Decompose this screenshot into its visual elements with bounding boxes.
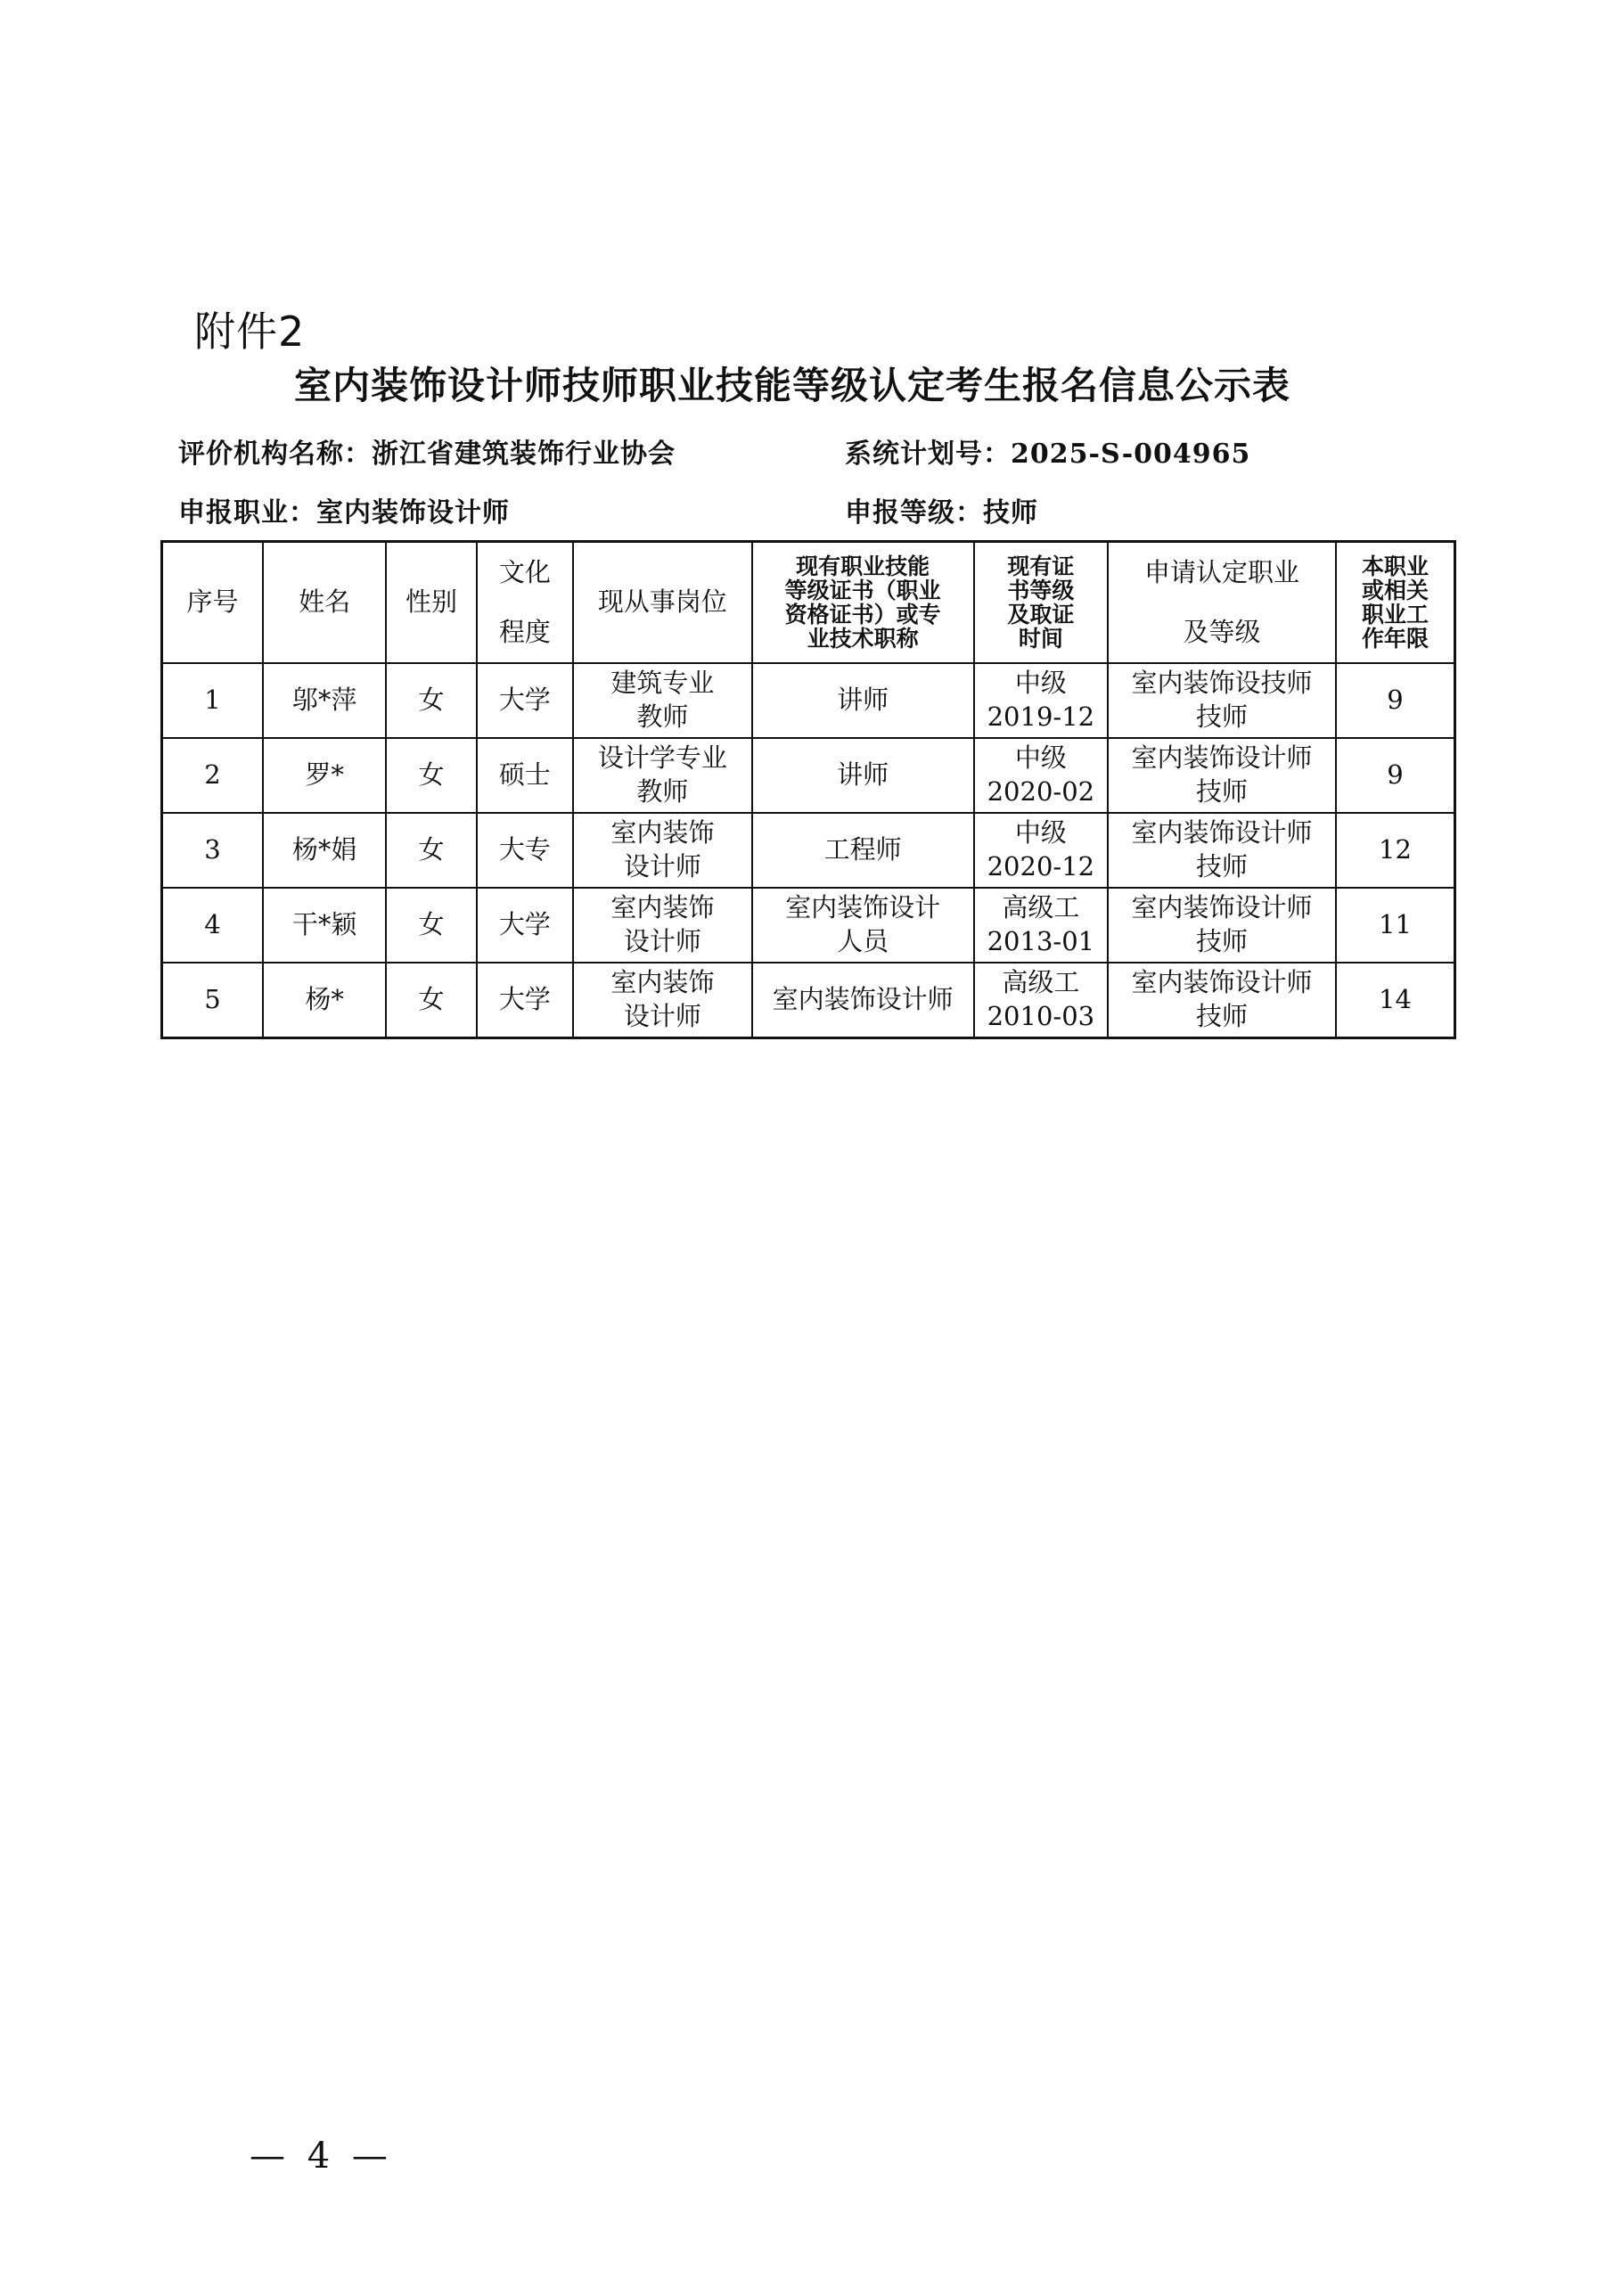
cell-line: 2010-03 — [987, 1001, 1095, 1031]
evaluation-org: 评价机构名称：浙江省建筑装饰行业协会 — [178, 439, 676, 470]
header-label: 程度 — [498, 617, 551, 647]
cell-serial-number: 1 — [162, 663, 263, 738]
cell-gender: 女 — [386, 738, 476, 813]
cell-line: 设计师 — [623, 1001, 701, 1031]
cell-name: 杨*娟 — [263, 813, 386, 888]
cell-current-certificate — [752, 888, 974, 963]
cell-gender: 女 — [386, 963, 476, 1038]
cell-line: 室内装饰设计师 — [1131, 967, 1313, 998]
cell-certificate-grade-date — [974, 888, 1109, 963]
cell-current-post — [573, 888, 752, 963]
cell-line: 2020-12 — [987, 851, 1095, 882]
cell-line: 中级 — [1014, 817, 1067, 849]
header-label: 现有职业技能 — [796, 554, 930, 579]
table-row — [162, 963, 1455, 1038]
header-label: 现有证 — [1007, 554, 1075, 579]
cell-applied-occupation-grade — [1108, 888, 1336, 963]
cell-current-certificate — [752, 738, 974, 813]
header-label: 职业工 — [1361, 602, 1429, 627]
cell-applied-occupation-grade — [1108, 663, 1336, 738]
cell-line: 人员 — [837, 926, 889, 956]
cell-current-post — [573, 738, 752, 813]
cell-line: 技师 — [1196, 926, 1249, 956]
cell-work-years: 9 — [1336, 663, 1455, 738]
header-label: 时间 — [1018, 626, 1063, 652]
header-label: 作年限 — [1361, 626, 1429, 652]
table-row — [162, 663, 1455, 738]
cell-applied-occupation-grade — [1108, 738, 1336, 813]
cell-line: 室内装饰设计 — [785, 892, 941, 923]
cell-line: 设计师 — [623, 926, 701, 956]
cell-education: 大学 — [477, 963, 573, 1038]
header-label: 性别 — [406, 586, 458, 618]
header-label: 序号 — [186, 586, 239, 618]
cell-name: 邬*萍 — [263, 663, 386, 738]
cell-line: 建筑专业 — [610, 668, 715, 699]
header-current-post — [573, 542, 752, 664]
cell-line: 室内装饰 — [610, 892, 715, 923]
header-education — [477, 542, 573, 664]
header-label: 业技术职称 — [807, 626, 919, 652]
cell-line: 教师 — [636, 776, 689, 807]
cell-work-years: 9 — [1336, 738, 1455, 813]
header-label: 及取证 — [1007, 602, 1075, 627]
cell-certificate-grade-date — [974, 963, 1109, 1038]
cell-certificate-grade-date — [974, 813, 1109, 888]
header-label: 文化 — [498, 557, 551, 588]
header-label: 现从事岗位 — [597, 586, 727, 618]
header-certificate-grade-date — [974, 542, 1109, 664]
cell-line: 2013-01 — [987, 926, 1095, 956]
cell-current-post — [573, 813, 752, 888]
cell-line: 工程师 — [823, 834, 902, 865]
cell-line: 室内装饰 — [610, 967, 715, 998]
cell-line: 技师 — [1196, 701, 1249, 732]
declared-occupation: 申报职业：室内装饰设计师 — [178, 497, 510, 529]
document-title: 室内装饰设计师技师职业技能等级认定考生报名信息公示表 — [294, 364, 1291, 407]
cell-line: 技师 — [1196, 1001, 1249, 1031]
attachment-label: 附件2 — [194, 308, 306, 356]
table-row — [162, 738, 1455, 813]
table-header-row — [162, 542, 1455, 664]
header-serial-number — [162, 542, 263, 664]
cell-work-years: 14 — [1336, 963, 1455, 1038]
cell-gender: 女 — [386, 888, 476, 963]
cell-gender: 女 — [386, 813, 476, 888]
cell-line: 室内装饰设计师 — [1131, 817, 1313, 849]
cell-line: 教师 — [636, 701, 689, 732]
cell-serial-number: 3 — [162, 813, 263, 888]
cell-applied-occupation-grade — [1108, 963, 1336, 1038]
registration-table — [160, 540, 1456, 1039]
table-row — [162, 813, 1455, 888]
header-name — [263, 542, 386, 664]
cell-work-years: 12 — [1336, 813, 1455, 888]
header-label: 或相关 — [1361, 578, 1429, 603]
cell-education: 大学 — [477, 663, 573, 738]
cell-line: 中级 — [1014, 668, 1067, 699]
header-label: 姓名 — [299, 586, 351, 618]
cell-line: 室内装饰设计师 — [1131, 742, 1313, 774]
declared-grade: 申报等级：技师 — [845, 497, 1038, 529]
cell-line: 讲师 — [837, 759, 889, 791]
cell-education: 大专 — [477, 813, 573, 888]
header-label: 等级证书（职业 — [784, 578, 941, 603]
cell-education: 硕士 — [477, 738, 573, 813]
cell-name: 干*颖 — [263, 888, 386, 963]
cell-line: 2020-02 — [987, 776, 1095, 807]
cell-current-certificate — [752, 663, 974, 738]
cell-line: 室内装饰设计师 — [772, 984, 954, 1015]
cell-line: 2019-12 — [987, 701, 1095, 732]
cell-serial-number: 4 — [162, 888, 263, 963]
header-label: 书等级 — [1007, 578, 1075, 603]
cell-line: 室内装饰 — [610, 817, 715, 849]
cell-line: 技师 — [1196, 776, 1249, 807]
system-plan-number: 系统计划号：2025-S-004965 — [845, 439, 1251, 470]
cell-certificate-grade-date — [974, 663, 1109, 738]
page-number: — 4 — — [250, 2136, 393, 2177]
cell-line: 设计学专业 — [597, 742, 727, 774]
header-label: 及等级 — [1183, 617, 1261, 647]
cell-current-certificate — [752, 813, 974, 888]
cell-name: 杨* — [263, 963, 386, 1038]
header-label: 资格证书）或专 — [784, 602, 941, 627]
cell-line: 室内装饰设技师 — [1131, 668, 1313, 699]
header-work-years — [1336, 542, 1455, 664]
header-current-certificate — [752, 542, 974, 664]
cell-current-certificate — [752, 963, 974, 1038]
cell-work-years: 11 — [1336, 888, 1455, 963]
cell-serial-number: 5 — [162, 963, 263, 1038]
cell-serial-number: 2 — [162, 738, 263, 813]
cell-current-post — [573, 663, 752, 738]
header-label: 本职业 — [1361, 554, 1429, 579]
cell-line: 室内装饰设计师 — [1131, 892, 1313, 923]
cell-education: 大学 — [477, 888, 573, 963]
cell-line: 中级 — [1014, 742, 1067, 774]
cell-gender: 女 — [386, 663, 476, 738]
cell-line: 高级工 — [1002, 892, 1080, 923]
cell-name: 罗* — [263, 738, 386, 813]
header-applied-occupation-grade — [1108, 542, 1336, 664]
cell-line: 讲师 — [837, 685, 889, 716]
header-gender — [386, 542, 476, 664]
header-label: 申请认定职业 — [1144, 557, 1300, 588]
cell-certificate-grade-date — [974, 738, 1109, 813]
cell-line: 设计师 — [623, 851, 701, 882]
cell-line: 高级工 — [1002, 967, 1080, 998]
cell-current-post — [573, 963, 752, 1038]
cell-line: 技师 — [1196, 851, 1249, 882]
table-row — [162, 888, 1455, 963]
cell-applied-occupation-grade — [1108, 813, 1336, 888]
